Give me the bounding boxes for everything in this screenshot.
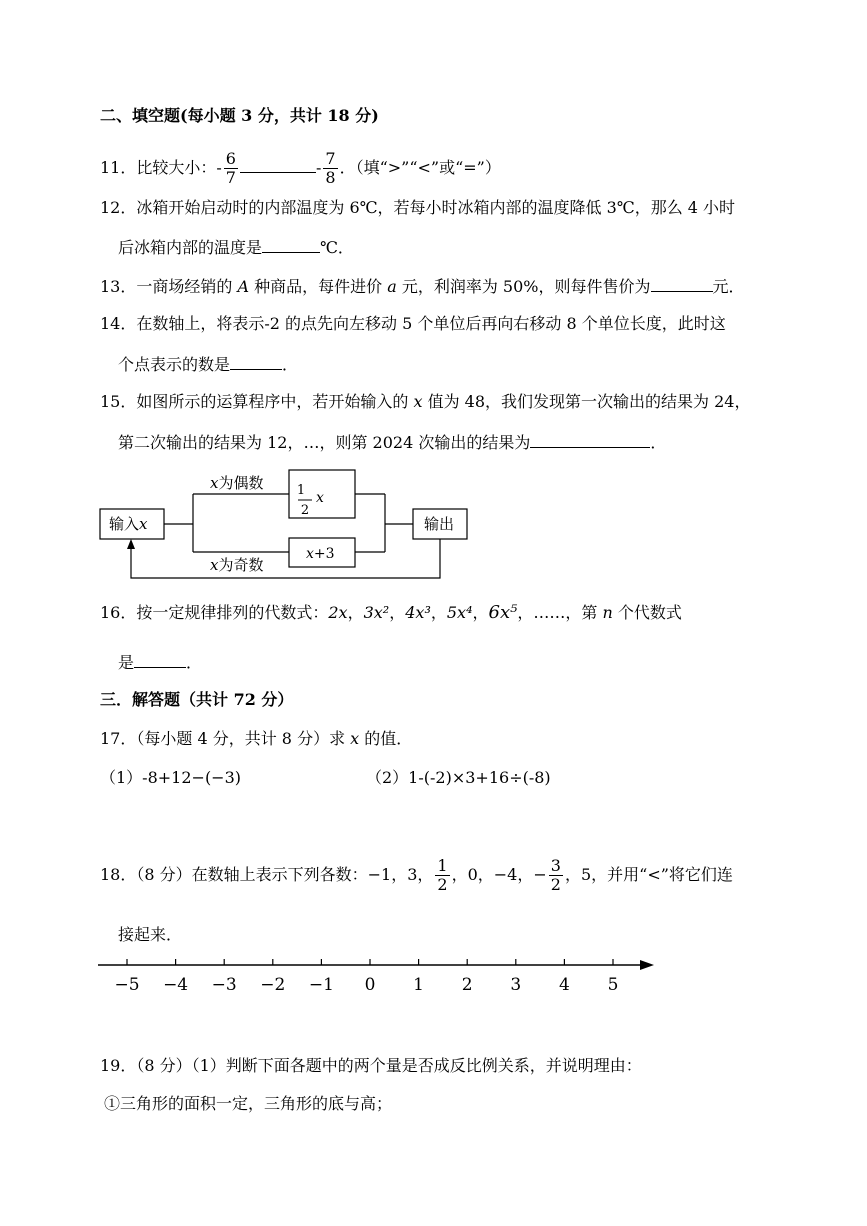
q11-f2-num: 7	[325, 149, 336, 168]
q18-mid: ，0，−4，−	[451, 865, 547, 884]
number-line-arrow	[640, 960, 654, 970]
q18-f1-num: 1	[437, 856, 448, 875]
q18-fraction-2	[549, 857, 563, 894]
question-18-line-1	[100, 852, 733, 898]
q13-text-d: 元．	[712, 277, 745, 296]
q17-part-1: （1）-8+12−(−3)	[100, 768, 242, 787]
q18-suffix: ，5，并用“<”将它们连	[564, 865, 733, 884]
q15-period: ．	[650, 433, 667, 452]
q16-term-4: 5x⁴	[446, 603, 473, 622]
q13-text-c: 元，利润率为 50%，则每件售价为	[396, 277, 651, 296]
number-line-tick-label: −5	[114, 975, 140, 995]
q15-text-b: 值为 48，我们发现第一次输出的结果为 24，	[422, 392, 751, 411]
q13-text-b: 种商品，每件进价	[249, 277, 388, 296]
number-line	[0, 950, 867, 1000]
plus-3-label: x+3	[306, 546, 335, 562]
question-19-line-2: ①三角形的面积一定，三角形的底与高；	[104, 1094, 393, 1113]
question-17	[100, 729, 412, 749]
q16-term-3: 4x³	[405, 603, 431, 622]
q16-term-1: 2x	[328, 603, 348, 622]
q15-text-c: 第二次输出的结果为 12，…，则第 2024 次输出的结果为	[118, 433, 531, 452]
number-line-tick-label: −1	[308, 975, 334, 995]
q16-suffix-a: ，……，第	[517, 603, 603, 622]
number-line-tick-label: 3	[510, 975, 522, 995]
q12-unit: ℃．	[320, 238, 354, 257]
section-3-title: 三．解答题（共计 72 分）	[100, 690, 294, 709]
q11-f1-den: 7	[225, 168, 236, 187]
q12-text: 后冰箱内部的温度是	[118, 238, 263, 257]
number-line-tick-label: −3	[211, 975, 237, 995]
half-numerator: 1	[296, 483, 306, 498]
q13-var-A: A	[237, 277, 250, 296]
number-line-tick-label: 2	[461, 975, 473, 995]
q11-f2-den: 8	[325, 168, 336, 187]
q16-answer-blank[interactable]	[134, 651, 186, 668]
half-denominator: 2	[300, 503, 310, 518]
q18-f2-num: 3	[550, 856, 561, 875]
q14-period: ．	[282, 355, 299, 374]
number-line-tick-label: 1	[413, 975, 425, 995]
q17-text-a: 17．（每小题 4 分，共计 8 分）求	[100, 729, 351, 748]
even-label: x为偶数	[210, 474, 264, 492]
q16-text: 是	[118, 653, 135, 672]
q18-f2-den: 2	[550, 875, 561, 894]
odd-label: x为奇数	[210, 556, 264, 574]
q15-var-x: x	[413, 392, 423, 411]
q16-var-n: n	[602, 603, 613, 622]
number-line-tick-label: 5	[607, 975, 619, 995]
q16-prefix: 16．按一定规律排列的代数式：	[100, 603, 329, 622]
question-18-line-2: 接起来．	[118, 925, 183, 944]
q11-suffix: ．（填“>”“<”或“=”）	[339, 158, 501, 177]
question-14-line-1: 14．在数轴上，将表示-2 的点先向左移动 5 个单位后再向右移动 8 个单位长度，此时这	[100, 314, 726, 333]
q16-suffix-b: 个代数式	[612, 603, 682, 622]
half-x-var: x	[316, 490, 324, 506]
q11-f1-num: 6	[225, 149, 236, 168]
input-label: 输入x	[109, 515, 148, 533]
question-19-line-1: 19．（8 分）（1）判断下面各题中的两个量是否成反比例关系，并说明理由：	[100, 1056, 642, 1075]
section-2-title: 二、填空题(每小题 3 分，共计 18 分)	[100, 106, 379, 125]
q17-var-x: x	[350, 729, 360, 748]
q14-text: 个点表示的数是	[118, 355, 231, 374]
q11-neg-2: -	[315, 158, 322, 177]
q13-text-a: 13．一商场经销的	[100, 277, 238, 296]
question-16-line-2	[118, 651, 202, 673]
question-16-line-1: 16．按一定规律排列的代数式：2x，3x²，4x³，5x⁴，6x⁵，……，第 n 个代数式	[100, 602, 682, 623]
output-label: 输出	[424, 515, 455, 533]
loop-arrowhead	[127, 539, 135, 549]
q11-neg-1: -	[216, 158, 222, 177]
q17-part-2: （2）1-(-2)×3+16÷(-8)	[366, 768, 551, 787]
q15-text-a: 15．如图所示的运算程序中，若开始输入的	[100, 392, 414, 411]
question-12-line-1: 12．冰箱开始启动时的内部温度为 6℃，若每小时冰箱内部的温度降低 3℃，那么 4 小时	[100, 198, 736, 217]
number-line-tick-label: 4	[558, 975, 570, 995]
q13-var-a: a	[387, 277, 397, 296]
number-line-tick-label: 0	[364, 975, 376, 995]
q16-term-5: 6x⁵	[488, 602, 518, 623]
q18-prefix: 18．（8 分）在数轴上表示下列各数：−1，3，	[100, 865, 434, 884]
number-line-tick-label: −4	[163, 975, 189, 995]
q18-f1-den: 2	[437, 875, 448, 894]
number-line-tick-label: −2	[260, 975, 286, 995]
flowchart	[0, 0, 867, 600]
q16-period: ．	[186, 653, 203, 672]
q18-fraction-1	[435, 857, 449, 894]
q17-text-b: 的值．	[359, 729, 413, 748]
q16-term-2: 3x²	[363, 603, 390, 622]
q11-prefix: 11．比较大小：	[100, 158, 217, 177]
